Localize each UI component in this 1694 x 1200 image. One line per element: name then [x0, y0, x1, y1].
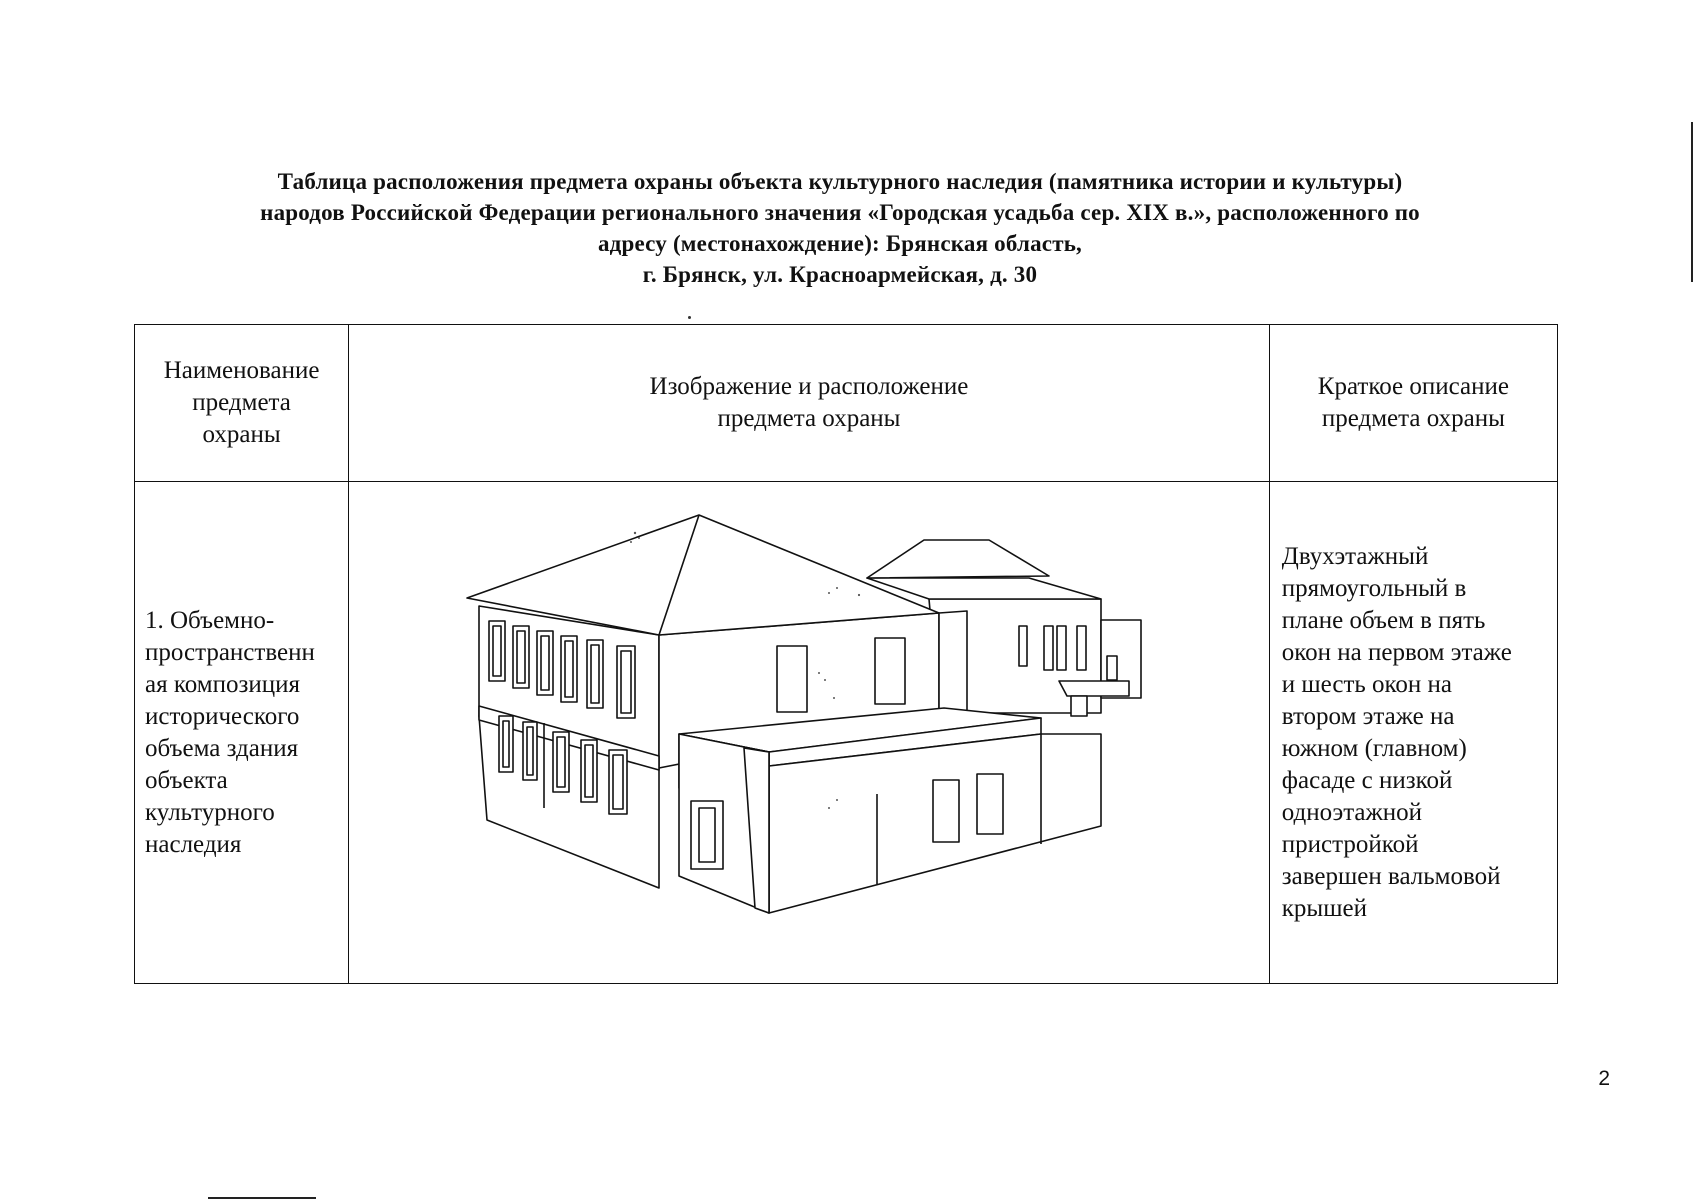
description-line: и шесть окон на [1281, 670, 1453, 698]
name-line: объема здания [145, 734, 299, 762]
description-line: крышей [1281, 894, 1367, 922]
upper-right-window [875, 638, 905, 704]
header-name-line: охраны [202, 421, 281, 448]
table-header-row [135, 325, 1558, 482]
footnote-rule [208, 1197, 316, 1199]
side-block-window [1107, 656, 1117, 680]
extension-side-window-pane [699, 808, 715, 862]
rear-annex-roof [867, 578, 1101, 599]
description-line: фасаде с низкой [1281, 766, 1453, 794]
description-line: прямоугольный в [1281, 574, 1467, 602]
name-line: культурного [145, 798, 275, 826]
title-line-3: адресу (местонахождение): Брянская область, [597, 231, 1083, 256]
header-description [1269, 325, 1557, 482]
name-line: наследия [145, 830, 242, 858]
stair-wall [939, 611, 967, 713]
name-line: 1. Объемно- [145, 606, 275, 634]
header-name-line: Наименование [163, 357, 320, 384]
header-name [135, 325, 349, 482]
header-description-line: Краткое описание [1317, 373, 1509, 400]
porch-support [1071, 696, 1087, 716]
rear-roof-ridge [867, 540, 1049, 578]
description-line: завершен вальмовой [1281, 862, 1501, 890]
description-line: втором этаже на [1281, 702, 1455, 730]
title-line-1: Таблица расположения предмета охраны объекта культурного наследия (памятника истории и культуры) [277, 169, 1403, 194]
header-image-line: предмета охраны [717, 405, 901, 432]
protection-table [134, 324, 1558, 984]
porch-canopy [1059, 681, 1129, 696]
page-number: 2 [1598, 1067, 1610, 1090]
table-row [135, 482, 1558, 984]
row-description-cell [1269, 482, 1557, 984]
description-line: южном (главном) [1281, 734, 1467, 762]
title-line-2: народов Российской Федерации регионального значения «Городская усадьба сер. XIX в.», расположенного по [260, 200, 1420, 225]
building-image-cell [349, 482, 1270, 984]
extension-front-window [977, 774, 1003, 834]
description-line: окон на первом этаже [1281, 638, 1512, 666]
name-line: объекта [145, 766, 228, 794]
extension-front-window [933, 780, 959, 842]
description-line: пристройкой [1281, 830, 1419, 858]
name-line: исторического [145, 702, 300, 730]
annex-window [1077, 626, 1086, 670]
description-line: одноэтажной [1281, 798, 1423, 826]
annex-window [1044, 626, 1053, 670]
header-image [349, 325, 1270, 482]
annex-window [1019, 626, 1027, 666]
description-line: плане объем в пять [1281, 606, 1486, 634]
upper-right-window [777, 646, 807, 712]
name-line: ая композиция [145, 670, 300, 698]
header-image-line: Изображение и расположение [649, 373, 969, 400]
header-description-line: предмета охраны [1321, 405, 1505, 432]
row-name-cell [135, 482, 349, 984]
annex-window [1057, 626, 1066, 670]
document-title [120, 166, 1560, 290]
scan-speck [688, 316, 691, 319]
building-drawing [459, 508, 1159, 958]
description-line: Двухэтажный [1281, 542, 1429, 570]
title-line-4: г. Брянск, ул. Красноармейская, д. 30 [642, 262, 1038, 287]
scan-edge-line [1691, 122, 1693, 282]
header-name-line: предмета [192, 389, 291, 416]
name-line: пространственн [145, 638, 315, 666]
